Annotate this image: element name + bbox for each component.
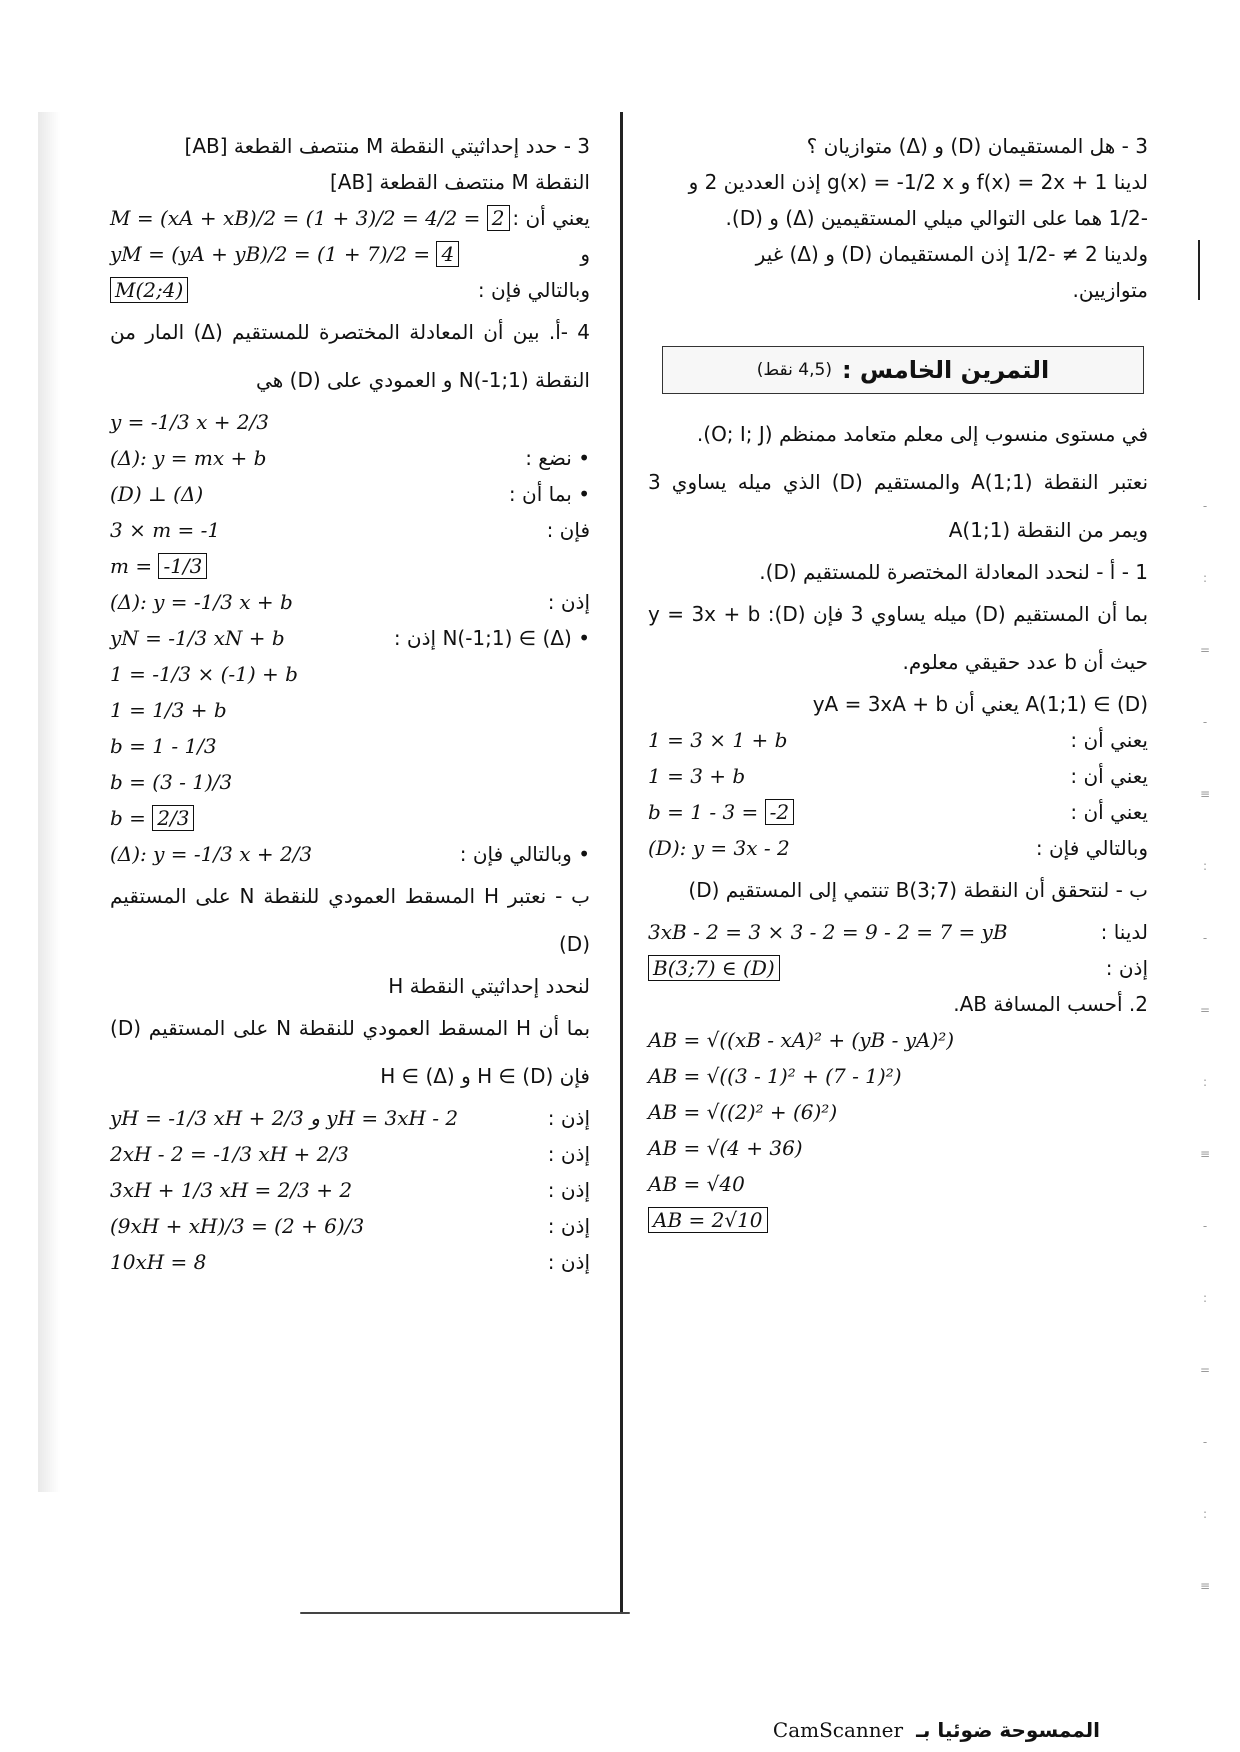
line-text: متوازيين. bbox=[1072, 278, 1148, 302]
boxed-result: -1/3 bbox=[158, 553, 207, 579]
paragraph: في مستوى منسوب إلى معلم متعامد ممنظم (O; I; J). bbox=[696, 422, 1148, 446]
equation-text: y = -1/3 x + 2/3 bbox=[110, 410, 270, 434]
equation-label: فإن : bbox=[546, 518, 590, 542]
equation bbox=[648, 836, 790, 860]
equation-text: b = bbox=[110, 806, 153, 830]
equation-label: • نضع : bbox=[525, 446, 590, 470]
equation-line bbox=[110, 620, 590, 656]
equation-line bbox=[110, 548, 590, 584]
equation bbox=[110, 770, 232, 794]
equation-text: b = (3 - 1)/3 bbox=[110, 770, 233, 794]
equation-text: (D): y = 3x - 2 bbox=[648, 836, 790, 860]
equation-line bbox=[110, 656, 590, 692]
line-text: لنحدد إحداثيتي النقطة H bbox=[388, 974, 590, 998]
equation-label: إذن : bbox=[547, 1178, 590, 1202]
page-binding-shadow bbox=[38, 112, 60, 1492]
equation-text: 3xB - 2 = 3 × 3 - 2 = 9 - 2 = 7 = yB bbox=[648, 920, 1008, 944]
equation-text: yN = -1/3 xN + b bbox=[110, 626, 285, 650]
equation-text: 10xH = 8 bbox=[110, 1250, 207, 1274]
equation bbox=[110, 1106, 458, 1130]
line-text: النقطة M منتصف القطعة [AB] bbox=[329, 170, 590, 194]
equation-text: b = 1 - 3 = bbox=[648, 800, 765, 824]
equation-line bbox=[110, 236, 590, 272]
equation-line bbox=[110, 1172, 590, 1208]
paragraph: نعتبر النقطة A(1;1) والمستقيم (D) الذي ميله يساوي 3 ويمر من النقطة A(1;1) bbox=[648, 470, 1149, 542]
equation-label: • وبالتالي فإن : bbox=[459, 842, 590, 866]
equation-line bbox=[110, 404, 590, 440]
equation-text: AB = √((2)² + (6)²) bbox=[648, 1100, 838, 1124]
bottom-decorative-rule bbox=[300, 1612, 630, 1614]
equation-line bbox=[110, 1100, 590, 1136]
text-line bbox=[648, 986, 1148, 1022]
equation bbox=[110, 242, 459, 266]
equation bbox=[648, 800, 794, 824]
equation-line bbox=[110, 512, 590, 548]
equation-text: 1 = 3 × 1 + b bbox=[648, 728, 788, 752]
equation bbox=[110, 410, 269, 434]
equation-label: و bbox=[580, 242, 590, 266]
equation bbox=[648, 1208, 768, 1232]
equation-text: 1 = 1/3 + b bbox=[110, 698, 227, 722]
equation-text: yH = -1/3 xH + 2/3 و yH = 3xH - 2 bbox=[110, 1106, 459, 1130]
line-text: A(1;1) ∈ (D) يعني أن yA = 3xA + b bbox=[812, 692, 1148, 716]
text-line bbox=[648, 200, 1148, 236]
equation-line bbox=[110, 1208, 590, 1244]
text-line bbox=[648, 686, 1148, 722]
equation bbox=[648, 1172, 745, 1196]
equation-label: • N(-1;1) ∈ (Δ) إذن : bbox=[393, 626, 590, 650]
line-text: ولدينا 2 ≠ -1/2 إذن المستقيمان (D) و (Δ) غير bbox=[755, 242, 1148, 266]
equation-text: (Δ): y = -1/3 x + 2/3 bbox=[110, 842, 313, 866]
equation-text: (D) ⊥ (Δ) bbox=[110, 482, 204, 506]
equation-label: إذن : bbox=[547, 1106, 590, 1130]
equation-line bbox=[110, 1136, 590, 1172]
line-text: 3 - حدد إحداثيتي النقطة M منتصف القطعة [AB] bbox=[184, 134, 590, 158]
column-separator bbox=[620, 112, 623, 1612]
boxed-result: B(3;7) ∈ (D) bbox=[648, 955, 780, 981]
equation bbox=[648, 956, 780, 980]
line-text: لدينا f(x) = 2x + 1 و g(x) = -1/2 x إذن العددين 2 و bbox=[688, 170, 1148, 194]
equation-text: 1 = -1/3 × (-1) + b bbox=[110, 662, 298, 686]
equation bbox=[648, 1028, 954, 1052]
text-line bbox=[110, 968, 590, 1004]
equation-line bbox=[110, 764, 590, 800]
equation-label: إذن : bbox=[547, 1142, 590, 1166]
equation-line bbox=[110, 200, 590, 236]
equation-line bbox=[110, 728, 590, 764]
equation-line bbox=[648, 914, 1148, 950]
equation-label: يعني أن : bbox=[512, 206, 590, 230]
text-line bbox=[648, 272, 1148, 308]
equation-text: AB = √(4 + 36) bbox=[648, 1136, 803, 1160]
equation bbox=[110, 842, 312, 866]
watermark-text: الممسوحة ضوئيا بـ bbox=[916, 1718, 1100, 1742]
equation-text: AB = √40 bbox=[648, 1172, 745, 1196]
equation-line bbox=[110, 584, 590, 620]
equation bbox=[110, 206, 510, 230]
equation-text: yM = (yA + yB)/2 = (1 + 7)/2 = bbox=[110, 242, 437, 266]
equation bbox=[648, 1136, 803, 1160]
equation bbox=[110, 734, 217, 758]
equation-line bbox=[110, 692, 590, 728]
equation bbox=[648, 1064, 902, 1088]
equation-label: • بما أن : bbox=[508, 482, 590, 506]
equation-label: إذن : bbox=[1105, 956, 1148, 980]
equation bbox=[110, 626, 285, 650]
text-line bbox=[110, 128, 590, 164]
equation bbox=[648, 764, 745, 788]
exercise-header bbox=[662, 346, 1144, 394]
watermark-brand: CamScanner bbox=[772, 1718, 904, 1742]
equation-label: لدينا : bbox=[1100, 920, 1148, 944]
boxed-result: 4 bbox=[436, 241, 459, 267]
equation bbox=[110, 698, 227, 722]
equation-line bbox=[110, 476, 590, 512]
equation-label: إذن : bbox=[547, 1214, 590, 1238]
equation-label: إذن : bbox=[547, 1250, 590, 1274]
equation-text: (Δ): y = -1/3 x + b bbox=[110, 590, 293, 614]
boxed-result: AB = 2√10 bbox=[648, 1207, 768, 1233]
equation-text: 3xH + 1/3 xH = 2/3 + 2 bbox=[110, 1178, 353, 1202]
exercise-points: (4,5 نقط) bbox=[756, 360, 832, 380]
equation-line bbox=[110, 272, 590, 308]
text-line bbox=[648, 128, 1148, 164]
boxed-result: M(2;4) bbox=[110, 277, 188, 303]
equation bbox=[110, 1214, 364, 1238]
equation-label: وبالتالي فإن : bbox=[477, 278, 590, 302]
equation-label: يعني أن : bbox=[1070, 728, 1148, 752]
equation bbox=[648, 1100, 837, 1124]
equation-text: 3 × m = -1 bbox=[110, 518, 221, 542]
equation-text: m = bbox=[110, 554, 159, 578]
equation-line bbox=[648, 1166, 1148, 1202]
equation-line bbox=[110, 836, 590, 872]
text-line bbox=[648, 164, 1148, 200]
line-text: -1/2 هما على التوالي ميلي المستقيمين (Δ) و (D). bbox=[725, 206, 1148, 230]
line-text: 2. أحسب المسافة AB. bbox=[953, 992, 1148, 1016]
equation-line bbox=[648, 1094, 1148, 1130]
equation-line bbox=[110, 440, 590, 476]
paragraph: بما أن المستقيم (D) ميله يساوي 3 فإن (D): y = 3x + b حيث أن b عدد حقيقي معلوم. bbox=[648, 602, 1149, 674]
boxed-result: 2/3 bbox=[152, 805, 194, 831]
equation-line bbox=[648, 830, 1148, 866]
equation-label: وبالتالي فإن : bbox=[1035, 836, 1148, 860]
equation bbox=[110, 662, 298, 686]
equation bbox=[110, 806, 194, 830]
equation-line bbox=[648, 950, 1148, 986]
equation-line bbox=[648, 794, 1148, 830]
text-line bbox=[648, 236, 1148, 272]
text-line bbox=[648, 554, 1148, 590]
equation-text: AB = √((3 - 1)² + (7 - 1)²) bbox=[648, 1064, 902, 1088]
equation bbox=[110, 446, 266, 470]
text-line bbox=[110, 164, 590, 200]
equation-text: M = (xA + xB)/2 = (1 + 3)/2 = 4/2 = bbox=[110, 206, 487, 230]
boxed-result: 2 bbox=[487, 205, 510, 231]
right-edge-mark bbox=[1198, 240, 1200, 300]
scanner-watermark bbox=[773, 1718, 1100, 1742]
paragraph: 4 -أ. بين أن المعادلة المختصرة للمستقيم (Δ) المار من النقطة N(-1;1) و العمودي على (D) هي bbox=[110, 320, 590, 392]
left-column bbox=[110, 128, 590, 1280]
equation bbox=[110, 1142, 349, 1166]
equation-text: 1 = 3 + b bbox=[648, 764, 746, 788]
exercise-title: التمرين الخامس : bbox=[841, 356, 1050, 384]
equation-line bbox=[648, 1130, 1148, 1166]
equation-line bbox=[648, 1058, 1148, 1094]
line-text: 3 - هل المستقيمان (D) و (Δ) متوازيان ؟ bbox=[806, 134, 1148, 158]
equation bbox=[110, 518, 220, 542]
paragraph: ب - لنتحقق أن النقطة B(3;7) تنتمي إلى المستقيم (D) bbox=[688, 878, 1148, 902]
equation bbox=[110, 554, 207, 578]
equation-line bbox=[110, 1244, 590, 1280]
equation-line bbox=[648, 1202, 1148, 1238]
line-text: 1 - أ - لنحدد المعادلة المختصرة للمستقيم (D). bbox=[759, 560, 1148, 584]
equation-line bbox=[648, 758, 1148, 794]
equation bbox=[110, 590, 293, 614]
equation bbox=[110, 1250, 206, 1274]
scan-edge-artifacts: - : = - ≡ : - = : ≡ - : = - : ≡ bbox=[1199, 499, 1211, 1593]
equation bbox=[110, 482, 203, 506]
right-column bbox=[648, 128, 1148, 1238]
equation bbox=[110, 278, 188, 302]
equation-label: يعني أن : bbox=[1070, 764, 1148, 788]
equation-label: يعني أن : bbox=[1070, 800, 1148, 824]
equation-line bbox=[110, 800, 590, 836]
equation bbox=[648, 728, 787, 752]
equation-text: 2xH - 2 = -1/3 xH + 2/3 bbox=[110, 1142, 349, 1166]
equation-text: b = 1 - 1/3 bbox=[110, 734, 217, 758]
equation bbox=[648, 920, 1008, 944]
equation-label: إذن : bbox=[547, 590, 590, 614]
equation-text: (Δ): y = mx + b bbox=[110, 446, 267, 470]
equation-line bbox=[648, 1022, 1148, 1058]
equation-text: AB = √((xB - xA)² + (yB - yA)²) bbox=[648, 1028, 955, 1052]
equation bbox=[110, 1178, 352, 1202]
equation-line bbox=[648, 722, 1148, 758]
boxed-result: -2 bbox=[765, 799, 794, 825]
paragraph: بما أن H المسقط العمودي للنقطة N على المستقيم (D) فإن H ∈ (D) و H ∈ (Δ) bbox=[110, 1016, 591, 1088]
spacer bbox=[648, 308, 1148, 336]
paragraph: ب - نعتبر H المسقط العمودي للنقطة N على المستقيم (D) bbox=[110, 884, 591, 956]
equation-text: (9xH + xH)/3 = (2 + 6)/3 bbox=[110, 1214, 365, 1238]
